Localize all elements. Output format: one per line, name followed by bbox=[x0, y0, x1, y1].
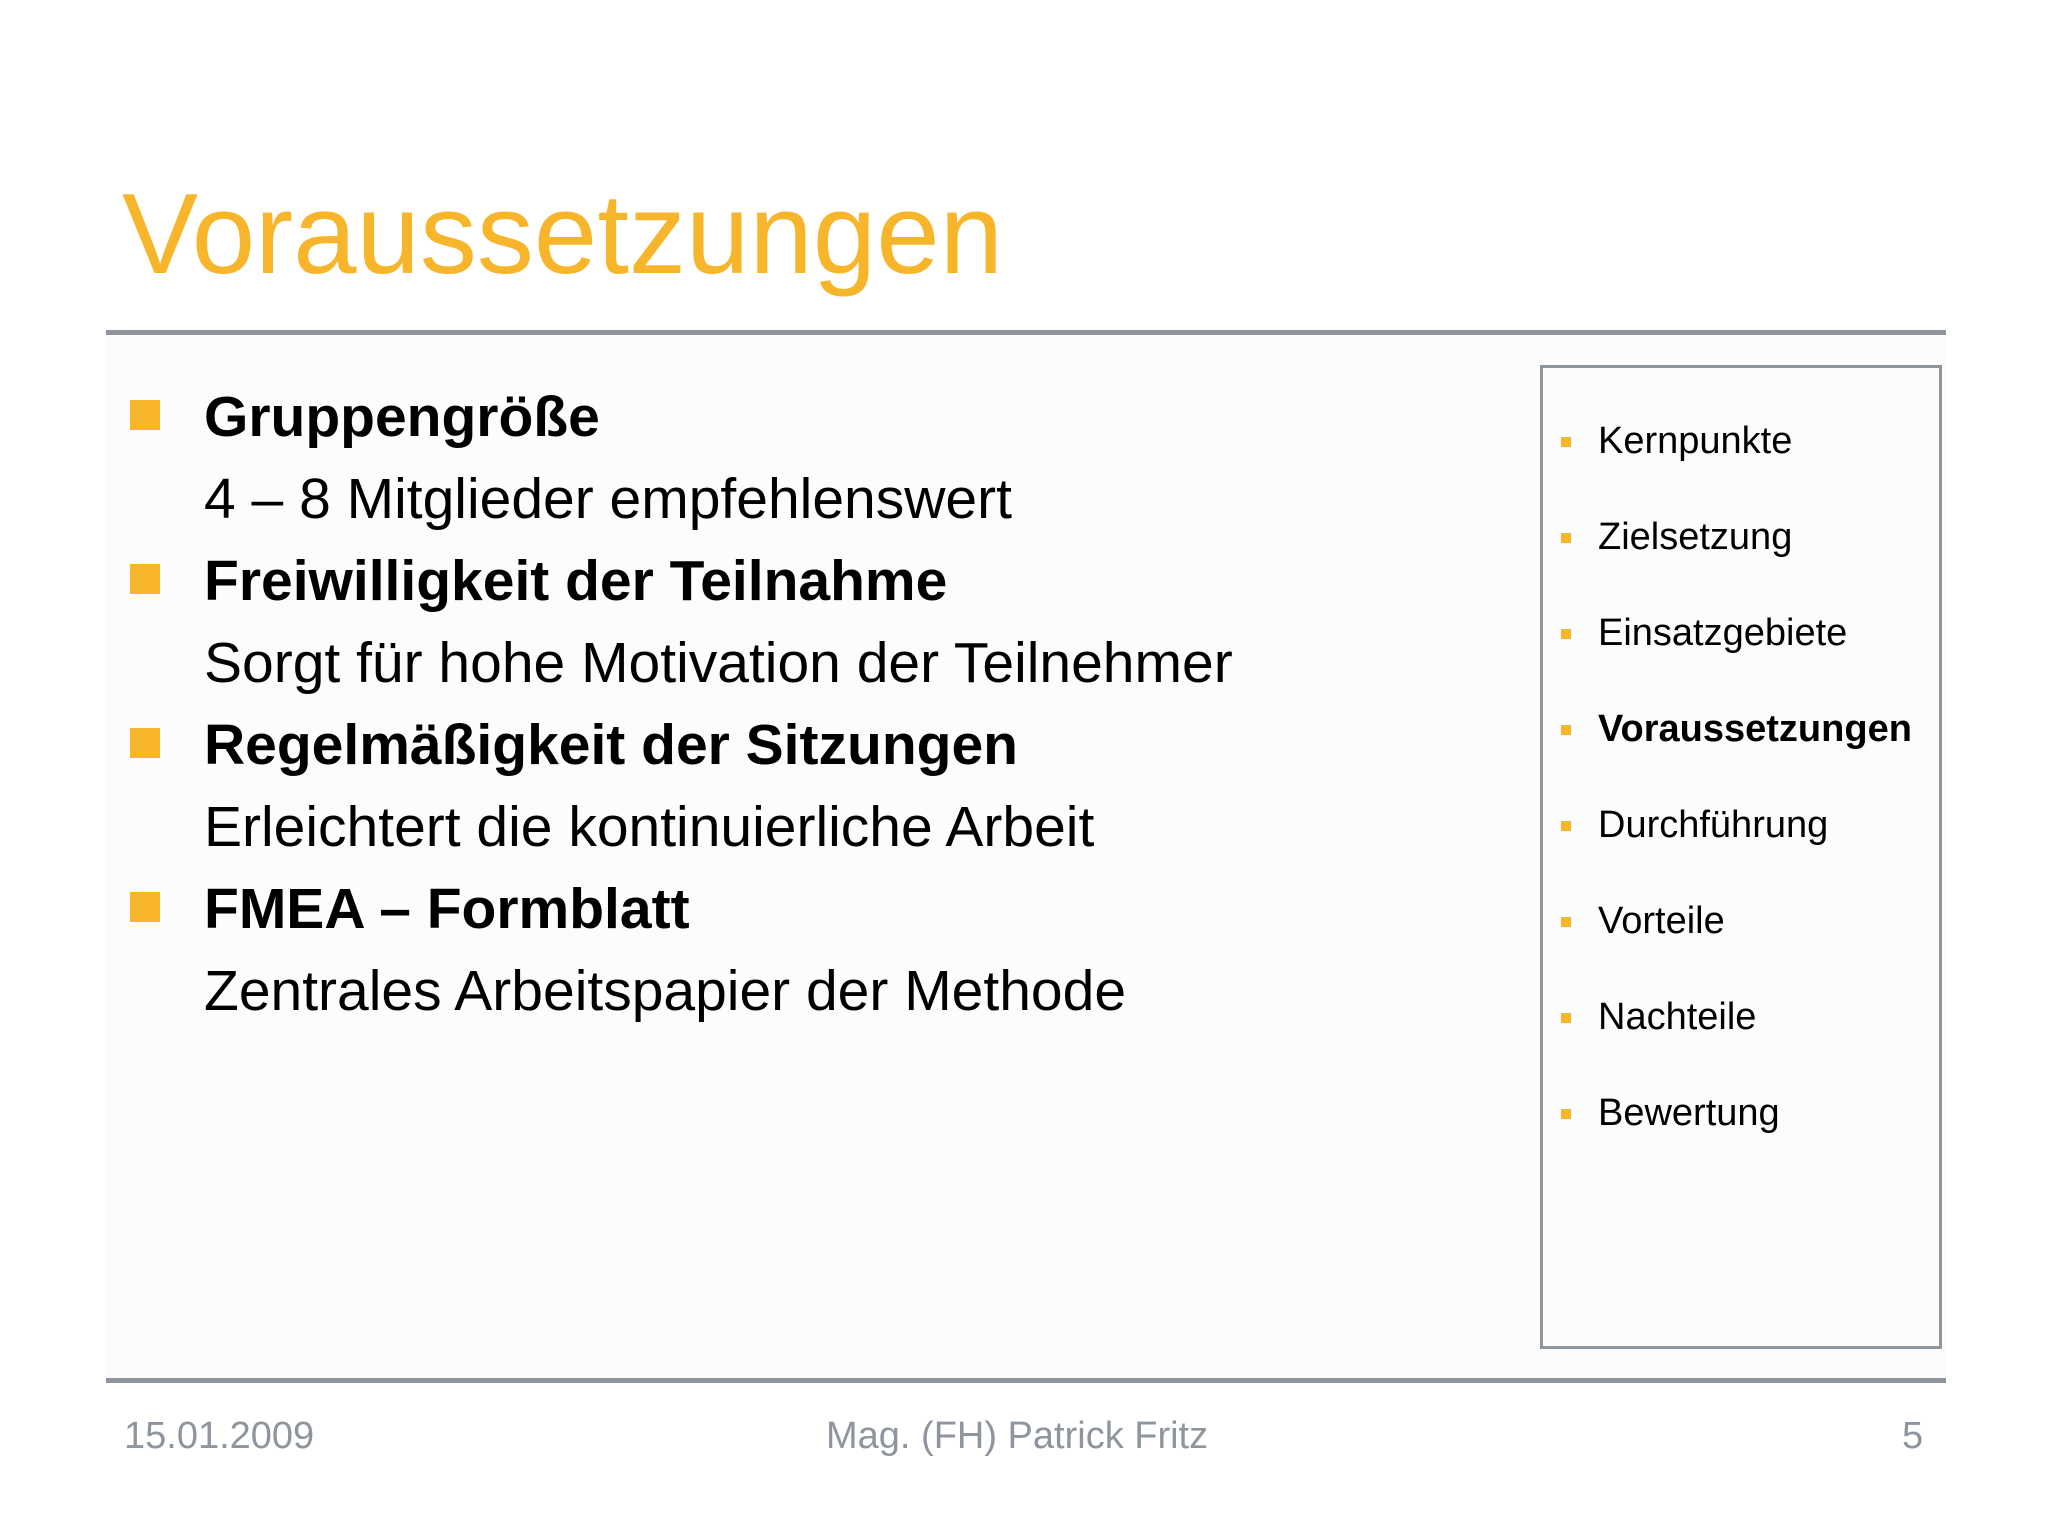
square-bullet-icon bbox=[1561, 1109, 1571, 1119]
title-divider bbox=[106, 330, 1946, 335]
footer-date: 15.01.2009 bbox=[124, 1415, 315, 1457]
square-bullet-icon bbox=[130, 728, 160, 758]
agenda-list bbox=[1543, 406, 1939, 1174]
agenda-item-label: Vorteile bbox=[1598, 900, 1725, 942]
agenda-item-einsatzgebiete[interactable] bbox=[1543, 598, 1939, 694]
agenda-item-label: Durchführung bbox=[1598, 804, 1829, 846]
square-bullet-icon bbox=[130, 400, 160, 430]
agenda-box bbox=[1540, 365, 1942, 1349]
page-number: 5 bbox=[1902, 1415, 1924, 1457]
square-bullet-icon bbox=[1561, 437, 1571, 447]
main-item-heading: Gruppengröße bbox=[204, 385, 600, 449]
main-list-item bbox=[128, 376, 1508, 540]
agenda-item-label: Bewertung bbox=[1598, 1092, 1780, 1134]
agenda-item-label: Kernpunkte bbox=[1598, 420, 1793, 462]
main-bullet-list bbox=[128, 376, 1508, 1032]
main-item-detail: Erleichtert die kontinuierliche Arbeit bbox=[204, 795, 1095, 859]
main-list-item bbox=[128, 868, 1508, 1032]
main-item-detail: 4 – 8 Mitglieder empfehlenswert bbox=[204, 467, 1012, 531]
agenda-item-durchfuehrung[interactable] bbox=[1543, 790, 1939, 886]
agenda-item-kernpunkte[interactable] bbox=[1543, 406, 1939, 502]
agenda-item-zielsetzung[interactable] bbox=[1543, 502, 1939, 598]
agenda-item-label: Voraussetzungen bbox=[1598, 708, 1912, 750]
agenda-item-voraussetzungen[interactable] bbox=[1543, 694, 1939, 790]
main-item-heading: Freiwilligkeit der Teilnahme bbox=[204, 549, 948, 613]
square-bullet-icon bbox=[1561, 821, 1571, 831]
main-list-item bbox=[128, 704, 1508, 868]
square-bullet-icon bbox=[1561, 1013, 1571, 1023]
main-item-heading: Regelmäßigkeit der Sitzungen bbox=[204, 713, 1018, 777]
agenda-item-nachteile[interactable] bbox=[1543, 982, 1939, 1078]
square-bullet-icon bbox=[1561, 629, 1571, 639]
footer-divider bbox=[106, 1378, 1946, 1383]
agenda-item-label: Einsatzgebiete bbox=[1598, 612, 1848, 654]
agenda-item-label: Nachteile bbox=[1598, 996, 1757, 1038]
square-bullet-icon bbox=[1561, 725, 1571, 735]
agenda-item-bewertung[interactable] bbox=[1543, 1078, 1939, 1174]
square-bullet-icon bbox=[1561, 533, 1571, 543]
main-item-detail: Sorgt für hohe Motivation der Teilnehmer bbox=[204, 631, 1233, 695]
main-item-heading: FMEA – Formblatt bbox=[204, 877, 690, 941]
square-bullet-icon bbox=[1561, 917, 1571, 927]
agenda-item-vorteile[interactable] bbox=[1543, 886, 1939, 982]
square-bullet-icon bbox=[130, 564, 160, 594]
slide-title: Voraussetzungen bbox=[122, 171, 1003, 298]
footer-author: Mag. (FH) Patrick Fritz bbox=[826, 1415, 1209, 1457]
square-bullet-icon bbox=[130, 892, 160, 922]
main-list-item bbox=[128, 540, 1508, 704]
main-item-detail: Zentrales Arbeitspapier der Methode bbox=[204, 959, 1127, 1023]
agenda-item-label: Zielsetzung bbox=[1598, 516, 1793, 558]
